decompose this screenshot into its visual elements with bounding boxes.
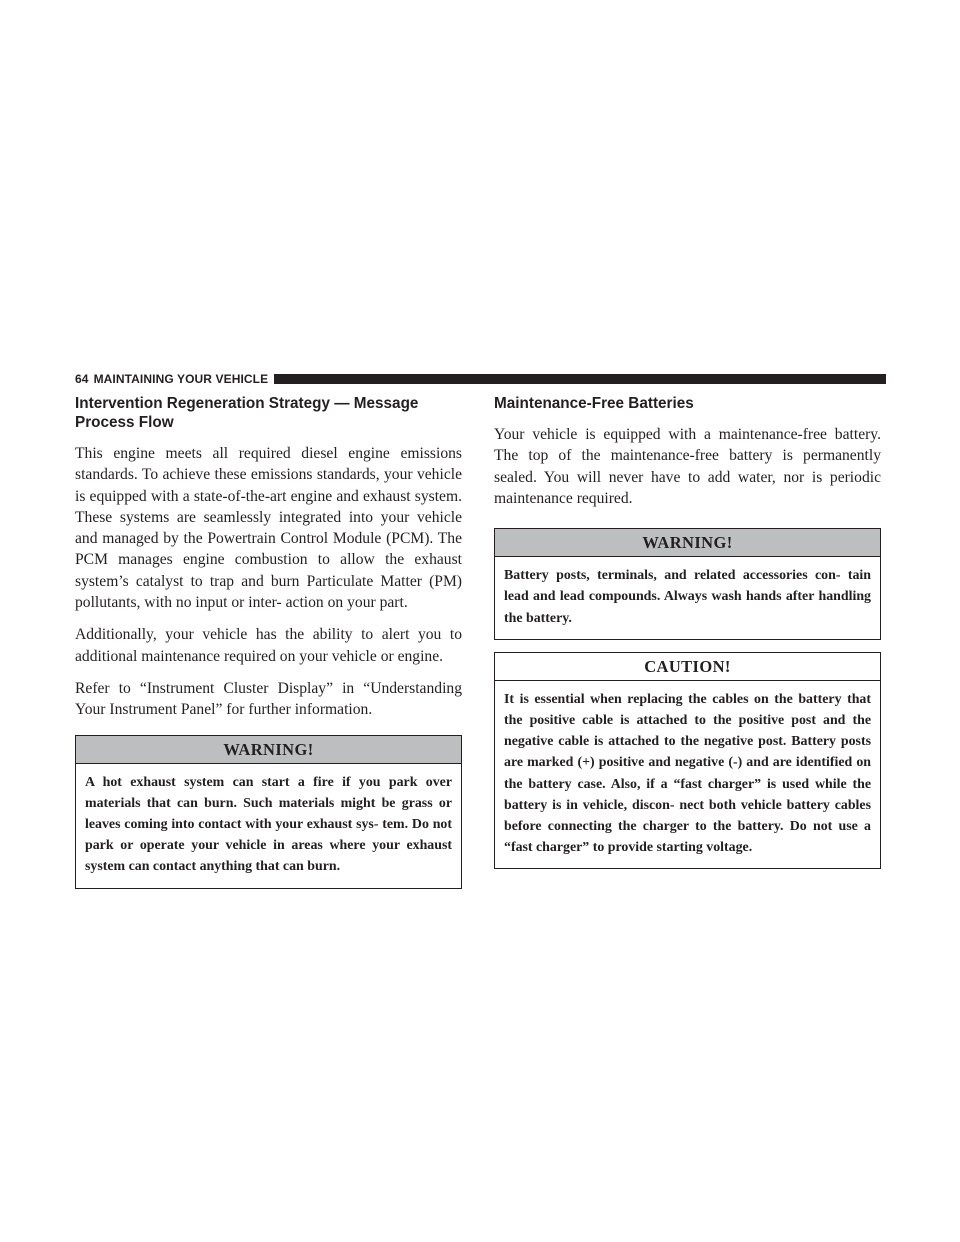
caution-title: CAUTION! [495, 653, 880, 681]
right-column [494, 394, 881, 869]
paragraph: Additionally, your vehicle has the ability to alert you to additional maintenance required on your vehicle or engine. [75, 626, 462, 665]
paragraph: Refer to “Instrument Cluster Display” in “Understanding Your Instrument Panel” for further information. [75, 679, 462, 719]
page-header [75, 372, 886, 386]
warning-box-exhaust [75, 735, 462, 889]
caution-text: It is essential when replacing the cables on the battery that the positive cable is attached to the positive post and the negative cable is attached to the negative post. Battery posts are marked (+) positive and negative (-) and are identified on the battery case. Also, if a “fast charger” is used while the battery is in vehicle, discon- nect both vehicle battery cables before connecting the charger to the battery. Do not use a “fast charger” to provide starting voltage. [504, 691, 871, 856]
section-heading-batteries: Maintenance-Free Batteries [494, 395, 694, 412]
section-title: MAINTAINING YOUR VEHICLE [93, 372, 269, 386]
caution-box-battery [494, 652, 881, 870]
paragraph: Your vehicle is equipped with a maintenance-free battery. The top of the maintenance-free battery is permanently sealed. You will never have to add water, nor is periodic maintenance required. [494, 426, 881, 507]
header-rule [274, 374, 886, 384]
page-number: 64 [75, 372, 89, 386]
warning-title: WARNING! [495, 529, 880, 557]
left-column [75, 394, 462, 889]
section-heading-regeneration: Intervention Regeneration Strategy — Message Process Flow [75, 395, 419, 431]
paragraph: This engine meets all required diesel engine emissions standards. To achieve these emissions standards, your vehicle is equipped with a state-of-the-art engine and exhaust system. These systems are seamlessly integrated into your vehicle and managed by the Powertrain Control Module (PCM). The PCM manages engine combustion to allow the exhaust system’s catalyst to trap and burn Particulate Matter (PM) pollutants, with no input or inter- action on your part. [75, 445, 462, 612]
warning-text: A hot exhaust system can start a fire if you park over materials that can burn. Such materials might be grass or leaves coming into contact with your exhaust sys- tem. Do not park or operate your vehicle in areas where your exhaust system can contact anything that can burn. [85, 774, 452, 875]
warning-text: Battery posts, terminals, and related accessories con- tain lead and lead compounds. Always wash hands after handling the battery. [504, 568, 871, 626]
warning-title: WARNING! [76, 736, 461, 764]
warning-box-battery [494, 528, 881, 640]
